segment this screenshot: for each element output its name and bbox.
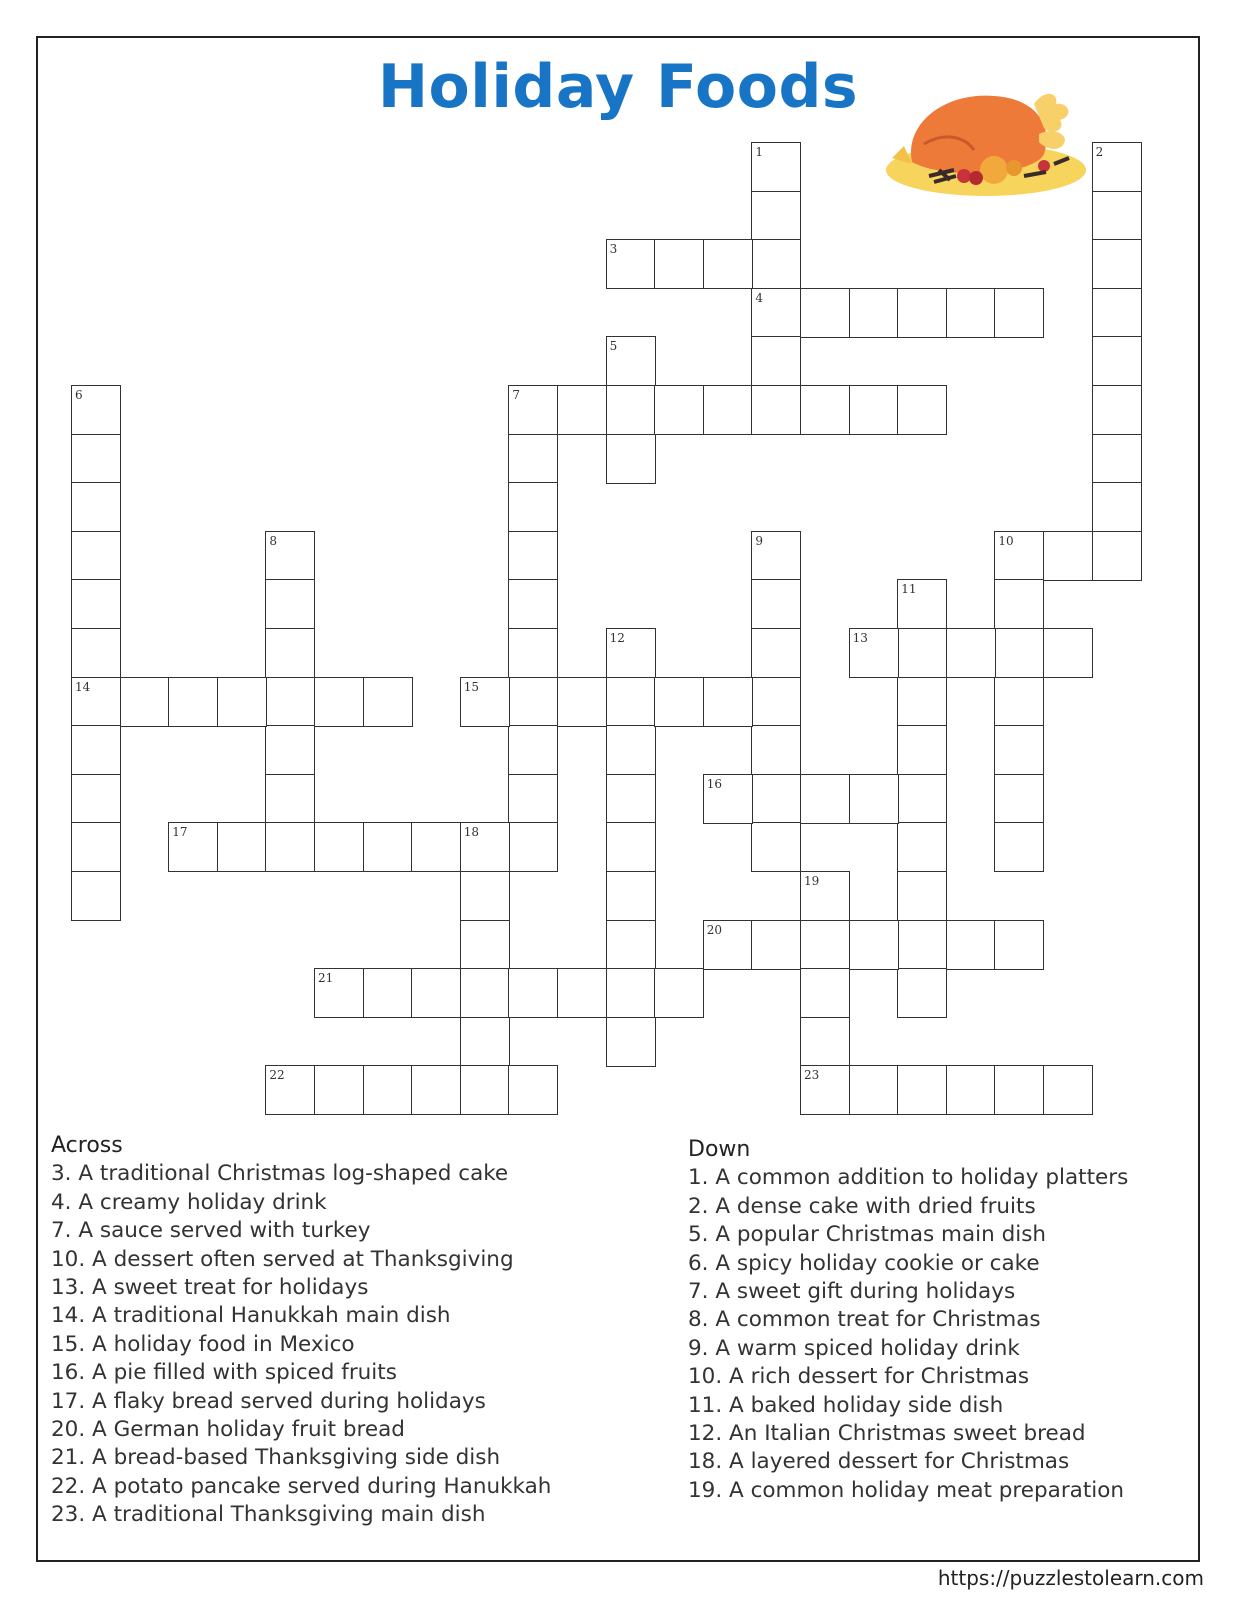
crossword-cell[interactable] bbox=[508, 628, 558, 678]
clue-number: 8 bbox=[269, 533, 278, 548]
crossword-cell[interactable] bbox=[994, 774, 1044, 824]
down-clue: 7. A sweet gift during holidays bbox=[688, 1279, 1016, 1305]
crossword-cell[interactable] bbox=[751, 385, 801, 435]
crossword-cell[interactable] bbox=[217, 822, 267, 872]
down-clues bbox=[688, 1136, 1128, 1505]
crossword-cell[interactable] bbox=[994, 920, 1044, 970]
crossword-cell[interactable] bbox=[606, 385, 656, 435]
crossword-cell[interactable] bbox=[460, 1017, 510, 1067]
crossword-cell[interactable] bbox=[71, 434, 121, 484]
across-clue: 7. A sauce served with turkey bbox=[51, 1218, 371, 1244]
crossword-cell[interactable] bbox=[946, 628, 996, 678]
crossword-cell[interactable] bbox=[460, 968, 510, 1018]
crossword-cell[interactable] bbox=[849, 628, 899, 678]
crossword-cell[interactable] bbox=[897, 822, 947, 872]
across-clue: 4. A creamy holiday drink bbox=[51, 1189, 327, 1215]
page-title: Holiday Foods bbox=[377, 52, 859, 122]
crossword-cell[interactable] bbox=[71, 482, 121, 532]
clue-number: 22 bbox=[269, 1068, 285, 1083]
crossword-cell[interactable] bbox=[71, 579, 121, 629]
crossword-cell[interactable] bbox=[265, 774, 315, 824]
clue-number: 6 bbox=[75, 388, 83, 402]
crossword-cell[interactable] bbox=[751, 579, 801, 629]
down-heading: Down bbox=[688, 1137, 751, 1162]
crossword-cell[interactable] bbox=[71, 385, 121, 435]
crossword-cell[interactable] bbox=[751, 774, 801, 824]
source-url: https://puzzlestolearn.com bbox=[937, 1566, 1204, 1590]
crossword-cell[interactable] bbox=[994, 677, 1044, 727]
crossword-cell[interactable] bbox=[168, 677, 218, 727]
crossword-cell[interactable] bbox=[606, 774, 656, 824]
crossword-cell[interactable] bbox=[363, 677, 413, 727]
crossword-cell[interactable] bbox=[557, 385, 607, 435]
crossword-cell[interactable] bbox=[460, 677, 510, 727]
crossword-cell[interactable] bbox=[508, 968, 558, 1018]
crossword-cell[interactable] bbox=[800, 774, 850, 824]
crossword-cell[interactable] bbox=[460, 822, 510, 872]
crossword-cell[interactable] bbox=[751, 191, 801, 241]
down-clue: 10. A rich dessert for Christmas bbox=[688, 1364, 1030, 1390]
crossword-cell[interactable] bbox=[411, 968, 461, 1018]
crossword-cell[interactable] bbox=[71, 774, 121, 824]
across-clue: 22. A potato pancake served during Hanukkah bbox=[51, 1473, 552, 1499]
crossword-cell[interactable] bbox=[1092, 336, 1142, 386]
crossword-cell[interactable] bbox=[1043, 1065, 1093, 1115]
crossword-cell[interactable] bbox=[265, 677, 315, 727]
crossword-cell[interactable] bbox=[849, 288, 899, 338]
crossword-cell[interactable] bbox=[946, 1065, 996, 1115]
crossword-cell[interactable] bbox=[265, 725, 315, 775]
crossword-cell[interactable] bbox=[751, 628, 801, 678]
crossword-cell[interactable] bbox=[1092, 191, 1142, 241]
crossword-cell[interactable] bbox=[703, 920, 753, 970]
crossword-cell[interactable] bbox=[751, 677, 801, 727]
clue-number: 7 bbox=[512, 388, 521, 402]
clue-number: 5 bbox=[609, 339, 618, 354]
crossword-cell[interactable] bbox=[994, 628, 1044, 678]
crossword-cell[interactable] bbox=[1092, 531, 1142, 581]
crossword-cell[interactable] bbox=[1043, 628, 1093, 678]
clue-number: 18 bbox=[463, 825, 480, 840]
crossword-cell[interactable] bbox=[1092, 142, 1142, 192]
crossword-cell[interactable] bbox=[751, 725, 801, 775]
crossword-cell[interactable] bbox=[363, 1065, 413, 1115]
crossword-cell[interactable] bbox=[606, 677, 656, 727]
crossword-cell[interactable] bbox=[1092, 434, 1142, 484]
crossword-cell[interactable] bbox=[800, 1017, 850, 1067]
across-clue: 21. A bread-based Thanksgiving side dish bbox=[51, 1445, 501, 1471]
crossword-cell[interactable] bbox=[946, 288, 996, 338]
crossword-cell[interactable] bbox=[994, 1065, 1044, 1115]
crossword-cell[interactable] bbox=[460, 871, 510, 921]
crossword-cell[interactable] bbox=[606, 920, 656, 970]
crossword-cell[interactable] bbox=[606, 968, 656, 1018]
crossword-cell[interactable] bbox=[508, 531, 558, 581]
clue-number: 3 bbox=[609, 242, 618, 257]
crossword-cell[interactable] bbox=[508, 774, 558, 824]
crossword-cell[interactable] bbox=[508, 434, 558, 484]
crossword-cell[interactable] bbox=[654, 239, 704, 289]
crossword-cell[interactable] bbox=[897, 920, 947, 970]
across-clue: 15. A holiday food in Mexico bbox=[51, 1331, 355, 1357]
crossword-cell[interactable] bbox=[606, 822, 656, 872]
crossword-cell[interactable] bbox=[800, 288, 850, 338]
crossword-cell[interactable] bbox=[71, 871, 121, 921]
down-clue: 5. A popular Christmas main dish bbox=[688, 1222, 1047, 1248]
across-heading: Across bbox=[51, 1133, 123, 1158]
crossword-cell[interactable] bbox=[703, 774, 753, 824]
crossword-cell[interactable] bbox=[703, 385, 753, 435]
clue-number: 15 bbox=[463, 679, 480, 694]
down-clue: 18. A layered dessert for Christmas bbox=[688, 1449, 1070, 1475]
crossword-cell[interactable] bbox=[800, 1065, 850, 1115]
crossword-cell[interactable] bbox=[751, 288, 801, 338]
crossword-cell[interactable] bbox=[751, 822, 801, 872]
clue-number: 1 bbox=[755, 145, 764, 159]
clue-number: 13 bbox=[852, 631, 868, 645]
across-clue: 3. A traditional Christmas log-shaped cake bbox=[51, 1161, 509, 1187]
crossword-cell[interactable] bbox=[508, 677, 558, 727]
crossword-cell[interactable] bbox=[849, 920, 899, 970]
crossword-cell[interactable] bbox=[71, 531, 121, 581]
across-clue: 20. A German holiday fruit bread bbox=[51, 1417, 405, 1443]
crossword-cell[interactable] bbox=[1092, 288, 1142, 338]
crossword-cell[interactable] bbox=[363, 822, 413, 872]
crossword-cell[interactable] bbox=[411, 822, 461, 872]
crossword-cell[interactable] bbox=[897, 725, 947, 775]
crossword-cell[interactable] bbox=[508, 579, 558, 629]
crossword-cell[interactable] bbox=[265, 579, 315, 629]
crossword-cell[interactable] bbox=[1092, 385, 1142, 435]
crossword-cell[interactable] bbox=[800, 871, 850, 921]
crossword-cell[interactable] bbox=[849, 385, 899, 435]
crossword-cell[interactable] bbox=[460, 1065, 510, 1115]
crossword-cell[interactable] bbox=[606, 725, 656, 775]
clue-number: 19 bbox=[804, 874, 820, 888]
clue-number: 9 bbox=[755, 533, 764, 548]
crossword-cell[interactable] bbox=[994, 725, 1044, 775]
crossword-cell[interactable] bbox=[606, 871, 656, 921]
crossword-cell[interactable] bbox=[314, 677, 364, 727]
crossword-cell[interactable] bbox=[897, 774, 947, 824]
crossword-cell[interactable] bbox=[994, 822, 1044, 872]
across-clue: 10. A dessert often served at Thanksgiving bbox=[51, 1246, 514, 1272]
clue-number: 17 bbox=[172, 825, 188, 840]
down-clue: 1. A common addition to holiday platters bbox=[688, 1165, 1129, 1191]
crossword-cell[interactable] bbox=[897, 628, 947, 678]
down-clue: 19. A common holiday meat preparation bbox=[688, 1477, 1125, 1503]
clue-number: 12 bbox=[609, 631, 625, 645]
crossword-cell[interactable] bbox=[897, 677, 947, 727]
crossword-cell[interactable] bbox=[897, 579, 947, 629]
crossword-cell[interactable] bbox=[265, 531, 315, 581]
crossword-cell[interactable] bbox=[654, 968, 704, 1018]
crossword-cell[interactable] bbox=[897, 1065, 947, 1115]
across-clue: 13. A sweet treat for holidays bbox=[51, 1275, 369, 1301]
crossword-cell[interactable] bbox=[508, 1065, 558, 1115]
down-clue: 12. An Italian Christmas sweet bread bbox=[688, 1421, 1086, 1447]
crossword-cell[interactable] bbox=[751, 531, 801, 581]
crossword-cell[interactable] bbox=[363, 968, 413, 1018]
crossword-cell[interactable] bbox=[751, 920, 801, 970]
crossword-cell[interactable] bbox=[849, 774, 899, 824]
crossword-cell[interactable] bbox=[120, 677, 170, 727]
crossword-cell[interactable] bbox=[800, 920, 850, 970]
crossword-cell[interactable] bbox=[849, 1065, 899, 1115]
crossword-cell[interactable] bbox=[994, 531, 1044, 581]
crossword-cell[interactable] bbox=[751, 239, 801, 289]
down-clue: 9. A warm spiced holiday drink bbox=[688, 1335, 1020, 1361]
clue-number: 4 bbox=[755, 290, 764, 305]
crossword-cell[interactable] bbox=[314, 822, 364, 872]
crossword-cell[interactable] bbox=[1092, 482, 1142, 532]
crossword-cell[interactable] bbox=[800, 968, 850, 1018]
crossword-cell[interactable] bbox=[897, 385, 947, 435]
down-clue: 2. A dense cake with dried fruits bbox=[688, 1193, 1036, 1219]
across-clue: 14. A traditional Hanukkah main dish bbox=[51, 1303, 451, 1329]
crossword-cell[interactable] bbox=[411, 1065, 461, 1115]
crossword-cell[interactable] bbox=[703, 239, 753, 289]
crossword-cell[interactable] bbox=[508, 385, 558, 435]
clue-number: 11 bbox=[901, 582, 917, 597]
down-clue: 11. A baked holiday side dish bbox=[688, 1392, 1004, 1418]
crossword-cell[interactable] bbox=[897, 871, 947, 921]
crossword-cell[interactable] bbox=[71, 725, 121, 775]
crossword-cell[interactable] bbox=[703, 677, 753, 727]
clue-number: 21 bbox=[318, 971, 334, 986]
across-clue: 23. A traditional Thanksgiving main dish bbox=[51, 1502, 486, 1528]
crossword-cell[interactable] bbox=[71, 628, 121, 678]
crossword-cell[interactable] bbox=[606, 239, 656, 289]
crossword-cell[interactable] bbox=[168, 822, 218, 872]
crossword-cell[interactable] bbox=[897, 968, 947, 1018]
crossword-cell[interactable] bbox=[994, 579, 1044, 629]
crossword-cell[interactable] bbox=[606, 434, 656, 484]
clue-number: 16 bbox=[706, 776, 723, 791]
clue-number: 14 bbox=[75, 679, 91, 694]
crossword-cell[interactable] bbox=[897, 288, 947, 338]
crossword-cell[interactable] bbox=[606, 336, 656, 386]
crossword-cell[interactable] bbox=[751, 142, 801, 192]
across-clues bbox=[51, 1132, 551, 1530]
crossword-cell[interactable] bbox=[217, 677, 267, 727]
crossword-cell[interactable] bbox=[71, 677, 121, 727]
clue-number: 2 bbox=[1095, 145, 1104, 159]
crossword-cell[interactable] bbox=[994, 288, 1044, 338]
clue-number: 23 bbox=[804, 1068, 820, 1083]
crossword-cell[interactable] bbox=[800, 385, 850, 435]
crossword-cell[interactable] bbox=[314, 968, 364, 1018]
crossword-cell[interactable] bbox=[1092, 239, 1142, 289]
crossword-cell[interactable] bbox=[314, 1065, 364, 1115]
clue-number: 10 bbox=[998, 533, 1014, 548]
crossword-cell[interactable] bbox=[751, 336, 801, 386]
crossword-cell[interactable] bbox=[265, 628, 315, 678]
crossword-cell[interactable] bbox=[460, 920, 510, 970]
across-clue: 16. A pie filled with spiced fruits bbox=[51, 1360, 397, 1386]
crossword-cell[interactable] bbox=[508, 725, 558, 775]
crossword-cell[interactable] bbox=[557, 677, 607, 727]
crossword-cell[interactable] bbox=[508, 822, 558, 872]
crossword-cell[interactable] bbox=[654, 385, 704, 435]
crossword-cell[interactable] bbox=[946, 920, 996, 970]
crossword-cell[interactable] bbox=[265, 1065, 315, 1115]
crossword-cell[interactable] bbox=[606, 1017, 656, 1067]
clue-number: 20 bbox=[706, 922, 723, 937]
crossword-cell[interactable] bbox=[71, 822, 121, 872]
crossword-cell[interactable] bbox=[654, 677, 704, 727]
crossword-cell[interactable] bbox=[508, 482, 558, 532]
crossword-cell[interactable] bbox=[606, 628, 656, 678]
across-clue: 17. A flaky bread served during holidays bbox=[51, 1388, 486, 1414]
down-clue: 6. A spicy holiday cookie or cake bbox=[688, 1250, 1040, 1276]
down-clue: 8. A common treat for Christmas bbox=[688, 1307, 1041, 1333]
crossword-cell[interactable] bbox=[265, 822, 315, 872]
crossword-cell[interactable] bbox=[557, 968, 607, 1018]
crossword-cell[interactable] bbox=[1043, 531, 1093, 581]
